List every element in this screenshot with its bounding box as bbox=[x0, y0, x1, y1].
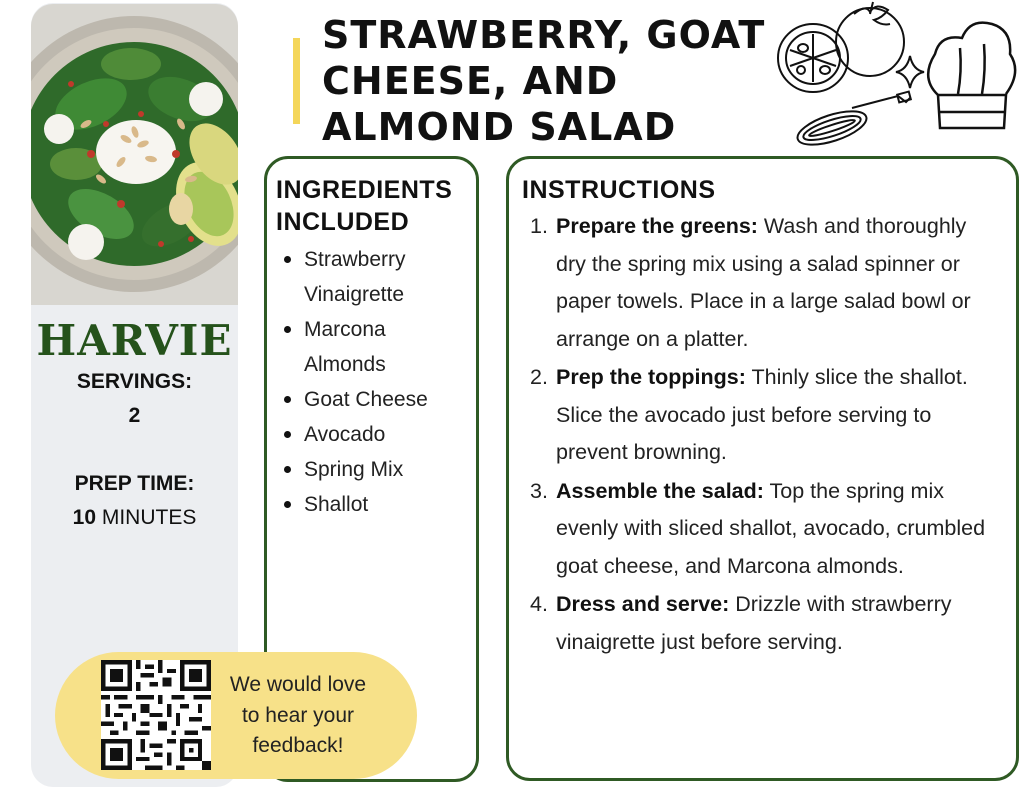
step-text: Thinly slice the shallot. Slice the avocado just before serving to prevent browning. bbox=[556, 365, 968, 464]
instruction-step bbox=[530, 586, 1000, 661]
step-text: Wash and thoroughly dry the spring mix using a salad spinner or paper towels. Place in a large salad bowl or arrange on a platter. bbox=[556, 214, 971, 351]
chef-hat-icon bbox=[928, 23, 1015, 128]
feedback-line: feedback! bbox=[252, 734, 344, 757]
ingredients-heading bbox=[276, 174, 476, 238]
step-title: Prepare the greens: bbox=[556, 214, 758, 238]
instructions-list bbox=[530, 208, 1000, 662]
prep-time-unit: MINUTES bbox=[101, 506, 197, 529]
instruction-step bbox=[530, 208, 1000, 358]
step-number: 1. bbox=[530, 214, 548, 238]
feedback-line: to hear your bbox=[241, 703, 355, 727]
kitchen-illustrations bbox=[770, 0, 1020, 155]
step-text: Drizzle with strawberry vinaigrette just before serving. bbox=[556, 592, 952, 654]
instruction-step bbox=[530, 473, 1000, 586]
step-title: Dress and serve: bbox=[556, 592, 730, 616]
step-number: 3. bbox=[530, 478, 548, 503]
ingredients-heading-line: INGREDIENTS bbox=[276, 176, 453, 204]
instruction-step bbox=[530, 359, 1000, 472]
servings-label: SERVINGS: bbox=[76, 370, 193, 393]
title-accent-bar bbox=[293, 38, 300, 124]
title-line: ALMOND SALAD bbox=[322, 105, 677, 149]
brand-logo: HARVIE bbox=[36, 316, 233, 365]
prep-time-number: 10 bbox=[72, 506, 96, 529]
ingredient-item: Avocado bbox=[278, 417, 468, 452]
instructions-heading: INSTRUCTIONS bbox=[522, 176, 716, 204]
title-line: STRAWBERRY, GOAT bbox=[322, 13, 766, 57]
salad-photo bbox=[31, 4, 238, 305]
ingredient-item: Spring Mix bbox=[278, 452, 468, 487]
feedback-text bbox=[213, 670, 383, 762]
servings-value: 2 bbox=[128, 404, 141, 427]
ingredient-item: Marcona Almonds bbox=[278, 312, 468, 382]
prep-time-label: PREP TIME: bbox=[74, 472, 195, 495]
step-title: Assemble the salad: bbox=[556, 478, 764, 503]
ingredient-item: Strawberry Vinaigrette bbox=[278, 242, 468, 312]
ingredients-heading-line: INCLUDED bbox=[276, 208, 410, 236]
step-title: Prep the toppings: bbox=[556, 365, 746, 389]
whisk-icon bbox=[794, 92, 911, 152]
feedback-line: We would love bbox=[229, 673, 367, 696]
ingredients-list bbox=[278, 242, 468, 522]
title-line: CHEESE, AND bbox=[322, 59, 619, 103]
ingredient-item: Shallot bbox=[278, 487, 468, 522]
step-number: 2. bbox=[530, 365, 548, 389]
recipe-title bbox=[322, 12, 782, 150]
step-number: 4. bbox=[530, 592, 548, 616]
tomato-icon bbox=[778, 2, 904, 92]
ingredient-item: Goat Cheese bbox=[278, 382, 468, 417]
sparkle-icon bbox=[896, 56, 924, 88]
qr-code[interactable] bbox=[101, 660, 211, 770]
step-text: Top the spring mix evenly with sliced shallot, avocado, crumbled goat cheese, and Marcona almonds. bbox=[556, 478, 986, 578]
prep-time-value bbox=[31, 506, 238, 530]
